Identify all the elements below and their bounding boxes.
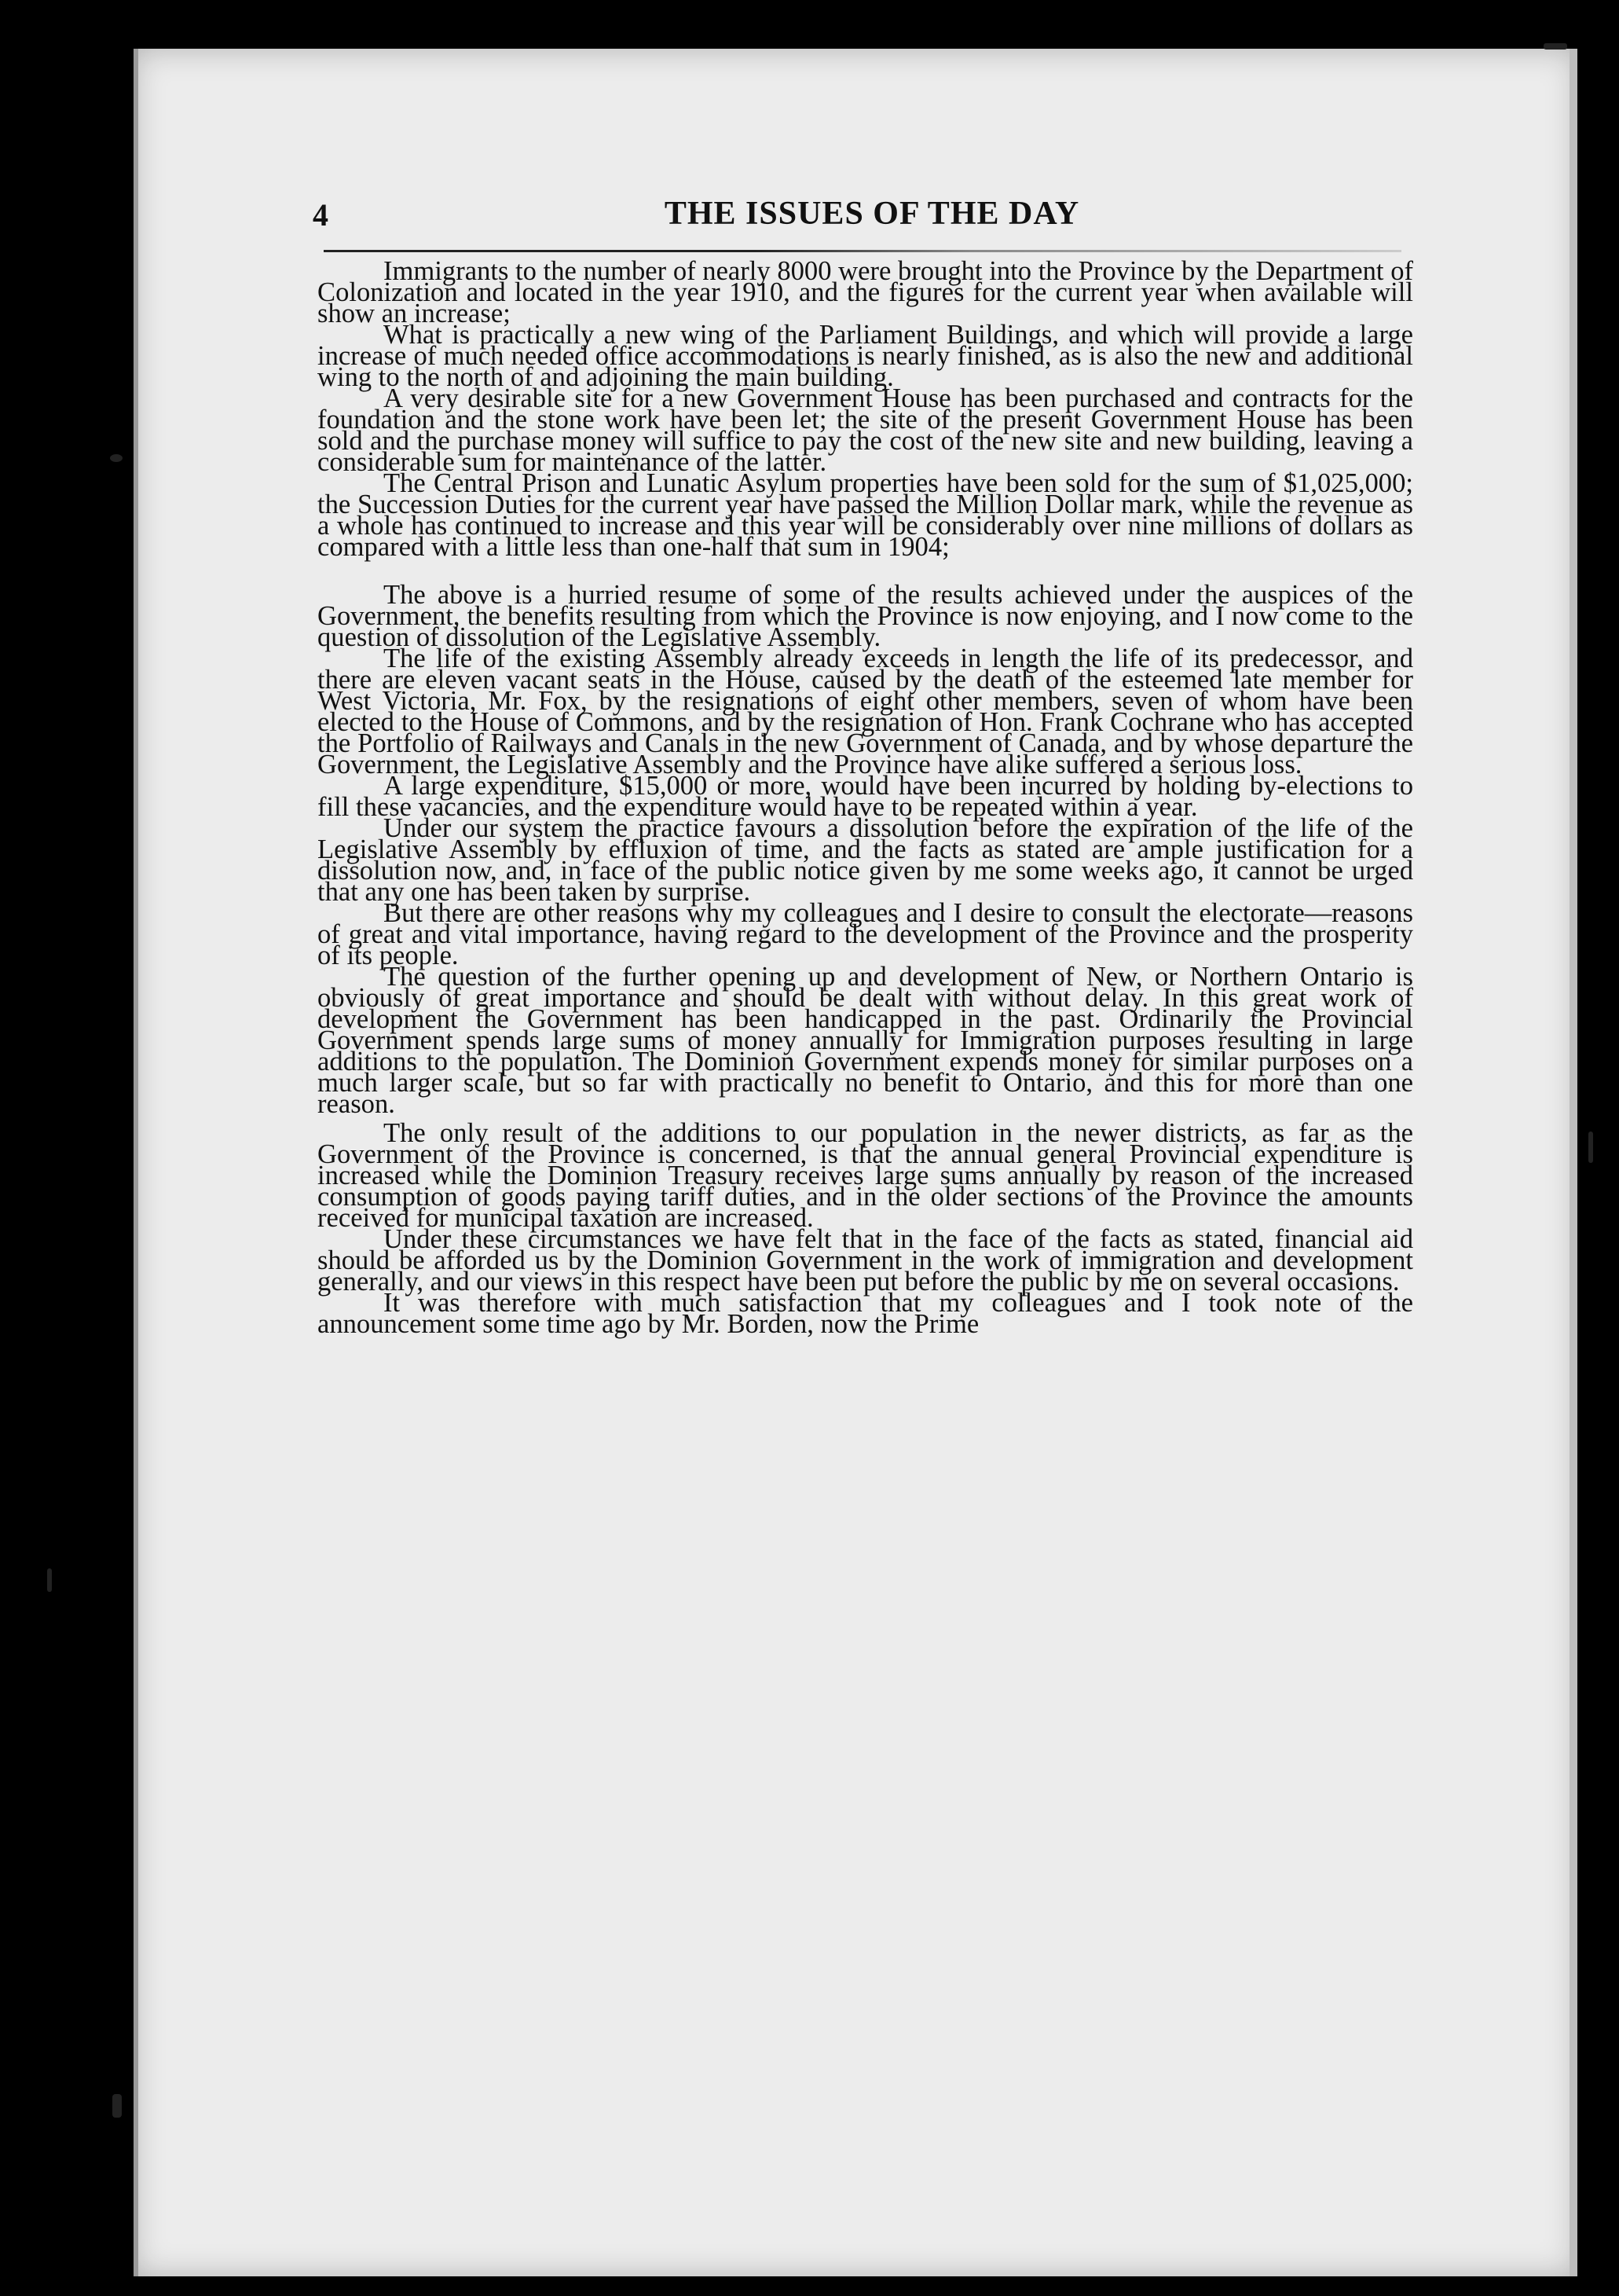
paragraph: A very desirable site for a new Government House has been purchased and contracts for the foundation and the stone work have been let; the site of the present Government House has been sold and the purchase money will suffice to pay the cost of the new site and new building, leaving a considerable sum for maintenance of the latter. — [317, 383, 1413, 477]
paragraph: A large expenditure, $15,000 or more, would have been incurred by holding by-elections to fill these vacancies, and the expenditure would have to be repeated within a year. — [317, 771, 1413, 822]
paragraph: What is practically a new wing of the Parliament Buildings, and which will provide a large increase of much needed office accommodations is nearly finished, as is also the new and additional wing to the north of and adjoining the main building. — [317, 320, 1413, 392]
running-head-title: THE ISSUES OF THE DAY — [664, 196, 1080, 232]
paragraph: The above is a hurried resume of some of the results achieved under the auspices of the Government, the benefits resulting from which the Province is now enjoying, and I now come to the question of dissolution of the Legislative Assembly. — [317, 580, 1413, 652]
paragraph: It was therefore with much satisfaction that my colleagues and I took note of the announcement some time ago by Mr. Borden, now the Prime — [317, 1288, 1413, 1339]
paragraph: Under these circumstances we have felt that in the face of the facts as stated, financial aid should be afforded us by the Dominion Government in the work of immigration and development generally, and our views in this respect have been put before the public by me on several occasions. — [317, 1224, 1413, 1297]
scan-speck — [47, 1568, 52, 1592]
paragraph: The life of the existing Assembly already exceeds in length the life of its predecessor, and there are eleven vacant seats in the House, caused by the death of the esteemed late member for West Victoria, Mr. Fox, by the resignations of eight other members, seven of whom have been elected to the House of Commons, and by the resignation of Hon. Frank Cochrane who has accepted the Portfolio of Railways and Canals in the new Government of Canada, and by whose departure the Government, the Legislative Assembly and the Province have alike suffered a serious loss. — [317, 644, 1413, 779]
body-text — [317, 256, 1413, 1339]
scan-speck — [1588, 1131, 1593, 1163]
paragraph: But there are other reasons why my colleagues and I desire to consult the electorate—reasons of great and vital importance, having regard to the development of the Province and the prosperity of its people. — [317, 898, 1413, 970]
scan-speck — [112, 2094, 122, 2118]
scan-speck — [110, 454, 123, 462]
page-right-edge — [1570, 49, 1577, 2276]
page-number: 4 — [313, 197, 328, 233]
paragraph: Under our system the practice favours a dissolution before the expiration of the life of the Legislative Assembly by effluxion of time, and the facts as stated are ample justification for a dissolution now, and, in face of the public notice given by me some weeks ago, it cannot be urged that any one has been taken by surprise. — [317, 813, 1413, 907]
paragraph: The Central Prison and Lunatic Asylum properties have been sold for the sum of $1,025,000; the Succession Duties for the current year have passed the Million Dollar mark, while the revenue as a whole has continued to increase and this year will be considerably over nine millions of dollars as compared with a little less than one-half that sum in 1904; — [317, 468, 1413, 562]
page-left-edge — [134, 49, 138, 2276]
paragraph: The only result of the additions to our population in the newer districts, as far as the Government of the Province is concerned, is that the annual general Provincial expenditure is increased while the Dominion Treasury receives large sums annually by reason of the increased consumption of goods paying tariff duties, and in the older sections of the Province the amounts received for municipal taxation are increased. — [317, 1118, 1413, 1233]
scan-speck — [1544, 43, 1567, 50]
header-rule — [324, 250, 1401, 252]
paragraph: The question of the further opening up and development of New, or Northern Ontario is obviously of great importance and should be dealt with without delay. In this great work of development the Government has been handicapped in the past. Ordinarily the Provincial Government spends large sums of money annually for Immigration purposes resulting in large additions to the population. The Dominion Government expends money for similar purposes on a much larger scale, but so far with practically no benefit to Ontario, and this for more than one reason. — [317, 962, 1413, 1119]
paragraph: Immigrants to the number of nearly 8000 were brought into the Province by the Department of Colonization and located in the year 1910, and the figures for the current year when available will show an increase; — [317, 256, 1413, 328]
